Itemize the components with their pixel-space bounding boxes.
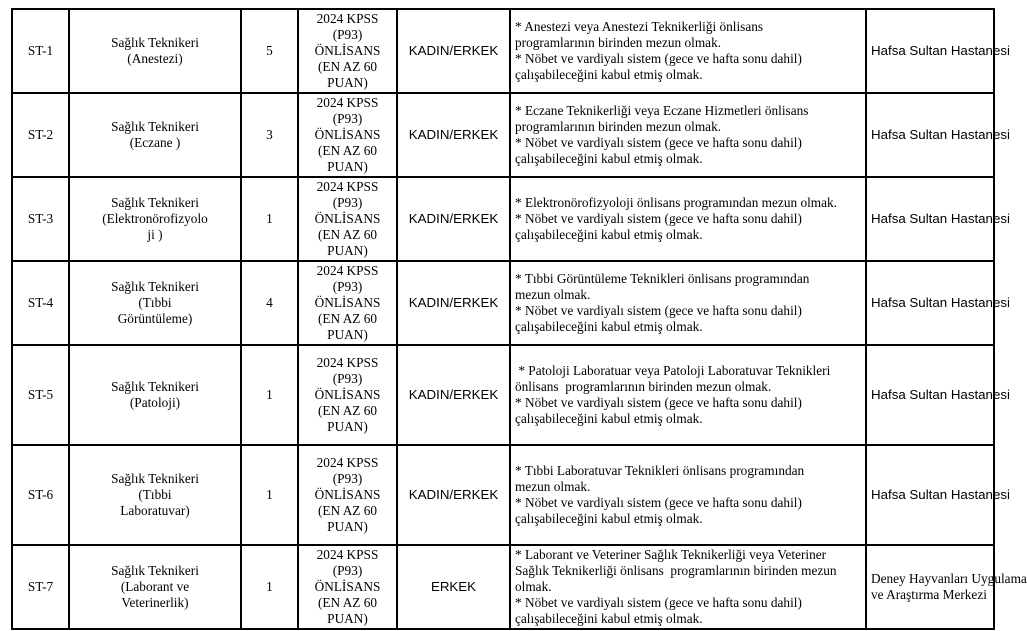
position-count: 4	[266, 295, 273, 310]
exam-requirement-line: PUAN)	[327, 159, 368, 174]
position-count-cell	[241, 177, 298, 261]
exam-requirement-line: (EN AZ 60	[317, 503, 378, 518]
position-code: ST-6	[27, 487, 54, 502]
exam-requirement-line: 2024 KPSS	[316, 11, 379, 26]
positions-table-body	[12, 9, 1027, 629]
qualification-line: mezun olmak.	[515, 287, 591, 302]
position-title-cell	[69, 345, 241, 445]
table-row	[12, 345, 994, 445]
qualification-line: Sağlık Teknikerliği önlisans programlarının birinden mezun	[515, 563, 837, 578]
position-count: 1	[266, 487, 273, 502]
qualification-line: * Elektronörofizyoloji önlisans programından mezun olmak.	[515, 195, 838, 210]
positions-table	[11, 8, 1027, 630]
workplace-line: Hafsa Sultan Hastanesi	[871, 487, 1010, 502]
gender-value: KADIN/ERKEK	[408, 487, 499, 502]
position-title-line: (Eczane )	[129, 135, 181, 150]
qualification-line: programlarının birinden mezun olmak.	[515, 119, 722, 134]
qualification-line: * Patoloji Laboratuar veya Patoloji Laboratuvar Teknikleri	[515, 363, 831, 378]
workplace-line: Hafsa Sultan Hastanesi	[871, 43, 1010, 58]
exam-requirement-line: ÖNLİSANS	[314, 487, 381, 502]
workplace-cell	[866, 261, 1010, 345]
exam-requirement-cell	[298, 345, 397, 445]
exam-requirement-line: 2024 KPSS	[316, 547, 379, 562]
workplace-line: Hafsa Sultan Hastanesi	[871, 127, 1010, 142]
qualification-line: * Tıbbi Laboratuvar Teknikleri önlisans programından	[515, 463, 805, 478]
exam-requirement-line: (EN AZ 60	[317, 311, 378, 326]
qualification-cell	[510, 93, 866, 177]
qualification-line: * Nöbet ve vardiyalı sistem (gece ve hafta sonu dahil)	[515, 51, 802, 66]
workplace-cell	[866, 9, 1010, 93]
exam-requirement-line: (P93)	[332, 563, 363, 578]
exam-requirement-line: PUAN)	[327, 243, 368, 258]
workplace-line: Hafsa Sultan Hastanesi	[871, 295, 1010, 310]
position-count: 1	[266, 387, 273, 402]
qualification-line: * Nöbet ve vardiyalı sistem (gece ve hafta sonu dahil)	[515, 303, 802, 318]
position-code: ST-3	[27, 211, 54, 226]
qualification-line: * Laborant ve Veteriner Sağlık Teknikerliği veya Veteriner	[515, 547, 827, 562]
position-code-cell	[12, 261, 69, 345]
qualification-line: * Nöbet ve vardiyalı sistem (gece ve hafta sonu dahil)	[515, 135, 802, 150]
gender-cell	[397, 345, 510, 445]
gender-cell	[397, 9, 510, 93]
qualification-line: çalışabileceğini kabul etmiş olmak.	[515, 611, 703, 626]
qualification-line: * Tıbbi Görüntüleme Teknikleri önlisans programından	[515, 271, 810, 286]
qualification-line: çalışabileceğini kabul etmiş olmak.	[515, 411, 703, 426]
position-title-line: Sağlık Teknikeri	[111, 119, 199, 134]
position-code: ST-1	[27, 43, 54, 58]
table-row	[12, 93, 994, 177]
qualification-line: çalışabileceğini kabul etmiş olmak.	[515, 511, 703, 526]
exam-requirement-line: 2024 KPSS	[316, 95, 379, 110]
position-code-cell	[12, 445, 69, 545]
position-title-line: (Anestezi)	[127, 51, 183, 66]
qualification-line: * Nöbet ve vardiyalı sistem (gece ve hafta sonu dahil)	[515, 211, 802, 226]
position-count-cell	[241, 261, 298, 345]
qualification-cell	[510, 9, 866, 93]
position-count-cell	[241, 545, 298, 629]
qualification-line: çalışabileceğini kabul etmiş olmak.	[515, 151, 703, 166]
gender-cell	[397, 177, 510, 261]
position-title-line: Sağlık Teknikeri	[111, 279, 199, 294]
exam-requirement-line: ÖNLİSANS	[314, 579, 381, 594]
qualification-cell	[510, 177, 866, 261]
position-count: 1	[266, 211, 273, 226]
gender-value: ERKEK	[430, 579, 477, 594]
qualification-line: * Nöbet ve vardiyalı sistem (gece ve hafta sonu dahil)	[515, 495, 802, 510]
table-row	[12, 545, 994, 629]
exam-requirement-line: (P93)	[332, 195, 363, 210]
qualification-line: * Nöbet ve vardiyalı sistem (gece ve hafta sonu dahil)	[515, 395, 802, 410]
position-title-line: (Patoloji)	[129, 395, 181, 410]
workplace-line: Deney Hayvanları Uygulama	[871, 571, 1027, 586]
exam-requirement-line: ÖNLİSANS	[314, 43, 381, 58]
exam-requirement-cell	[298, 9, 397, 93]
exam-requirement-cell	[298, 445, 397, 545]
qualification-line: çalışabileceğini kabul etmiş olmak.	[515, 227, 703, 242]
table-row	[12, 261, 994, 345]
exam-requirement-line: PUAN)	[327, 519, 368, 534]
qualification-line: * Anestezi veya Anestezi Teknikerliği önlisans	[515, 19, 764, 34]
gender-cell	[397, 93, 510, 177]
qualification-line: çalışabileceğini kabul etmiş olmak.	[515, 319, 703, 334]
position-title-line: Sağlık Teknikeri	[111, 35, 199, 50]
exam-requirement-line: (EN AZ 60	[317, 59, 378, 74]
position-title-cell	[69, 9, 241, 93]
exam-requirement-line: (EN AZ 60	[317, 595, 378, 610]
position-title-line: Veterinerlik)	[121, 595, 189, 610]
table-row	[12, 177, 994, 261]
exam-requirement-line: 2024 KPSS	[316, 455, 379, 470]
position-count-cell	[241, 93, 298, 177]
qualification-cell	[510, 445, 866, 545]
gender-value: KADIN/ERKEK	[408, 387, 499, 402]
workplace-cell	[866, 177, 1010, 261]
position-title-cell	[69, 93, 241, 177]
workplace-cell	[866, 345, 1010, 445]
qualification-cell	[510, 261, 866, 345]
position-code-cell	[12, 177, 69, 261]
position-code-cell	[12, 345, 69, 445]
position-count: 1	[266, 579, 273, 594]
workplace-cell	[866, 93, 1010, 177]
qualification-line: * Eczane Teknikerliği veya Eczane Hizmetleri önlisans	[515, 103, 809, 118]
exam-requirement-line: PUAN)	[327, 419, 368, 434]
position-title-line: ji )	[147, 227, 163, 242]
exam-requirement-line: 2024 KPSS	[316, 179, 379, 194]
position-code: ST-4	[27, 295, 54, 310]
workplace-line: Hafsa Sultan Hastanesi	[871, 387, 1010, 402]
qualification-line: * Nöbet ve vardiyalı sistem (gece ve hafta sonu dahil)	[515, 595, 802, 610]
position-title-line: Laboratuvar)	[120, 503, 190, 518]
position-title-line: (Elektronörofizyolo	[102, 211, 208, 226]
position-code-cell	[12, 93, 69, 177]
workplace-cell	[866, 445, 1010, 545]
exam-requirement-cell	[298, 93, 397, 177]
exam-requirement-line: ÖNLİSANS	[314, 127, 381, 142]
exam-requirement-line: PUAN)	[327, 611, 368, 626]
exam-requirement-line: ÖNLİSANS	[314, 211, 381, 226]
position-title-line: Görüntüleme)	[117, 311, 193, 326]
exam-requirement-line: ÖNLİSANS	[314, 387, 381, 402]
exam-requirement-line: 2024 KPSS	[316, 355, 379, 370]
position-count-cell	[241, 445, 298, 545]
exam-requirement-line: (P93)	[332, 471, 363, 486]
exam-requirement-line: (P93)	[332, 111, 363, 126]
qualification-line: programlarının birinden mezun olmak.	[515, 35, 722, 50]
position-title-cell	[69, 261, 241, 345]
workplace-cell	[866, 545, 1027, 629]
exam-requirement-line: (P93)	[332, 27, 363, 42]
gender-value: KADIN/ERKEK	[408, 43, 499, 58]
qualification-cell	[510, 545, 866, 629]
qualification-line: çalışabileceğini kabul etmiş olmak.	[515, 67, 703, 82]
exam-requirement-cell	[298, 261, 397, 345]
position-title-cell	[69, 445, 241, 545]
position-count-cell	[241, 9, 298, 93]
exam-requirement-line: (EN AZ 60	[317, 403, 378, 418]
position-code: ST-7	[27, 579, 54, 594]
position-title-line: (Tıbbi	[138, 487, 172, 502]
position-title-line: Sağlık Teknikeri	[111, 563, 199, 578]
position-count-cell	[241, 345, 298, 445]
position-title-line: (Tıbbi	[138, 295, 172, 310]
position-code-cell	[12, 9, 69, 93]
qualification-line: olmak.	[515, 579, 552, 594]
table-row	[12, 445, 994, 545]
gender-cell	[397, 445, 510, 545]
exam-requirement-line: (P93)	[332, 371, 363, 386]
exam-requirement-line: ÖNLİSANS	[314, 295, 381, 310]
qualification-line: mezun olmak.	[515, 479, 591, 494]
exam-requirement-line: (P93)	[332, 279, 363, 294]
position-code: ST-2	[27, 127, 54, 142]
position-code-cell	[12, 545, 69, 629]
position-title-line: Sağlık Teknikeri	[111, 471, 199, 486]
workplace-line: Hafsa Sultan Hastanesi	[871, 211, 1010, 226]
gender-value: KADIN/ERKEK	[408, 295, 499, 310]
qualification-cell	[510, 345, 866, 445]
exam-requirement-line: 2024 KPSS	[316, 263, 379, 278]
position-code: ST-5	[27, 387, 54, 402]
table-row	[12, 9, 994, 93]
gender-value: KADIN/ERKEK	[408, 211, 499, 226]
exam-requirement-cell	[298, 545, 397, 629]
position-title-line: (Laborant ve	[120, 579, 190, 594]
gender-cell	[397, 545, 510, 629]
exam-requirement-line: (EN AZ 60	[317, 227, 378, 242]
position-title-line: Sağlık Teknikeri	[111, 379, 199, 394]
exam-requirement-line: (EN AZ 60	[317, 143, 378, 158]
workplace-line: ve Araştırma Merkezi	[871, 587, 987, 602]
position-count: 5	[266, 43, 273, 58]
exam-requirement-line: PUAN)	[327, 75, 368, 90]
position-title-cell	[69, 545, 241, 629]
gender-value: KADIN/ERKEK	[408, 127, 499, 142]
position-title-line: Sağlık Teknikeri	[111, 195, 199, 210]
exam-requirement-cell	[298, 177, 397, 261]
exam-requirement-line: PUAN)	[327, 327, 368, 342]
gender-cell	[397, 261, 510, 345]
position-title-cell	[69, 177, 241, 261]
qualification-line: önlisans programlarının birinden mezun olmak.	[515, 379, 772, 394]
position-count: 3	[266, 127, 273, 142]
